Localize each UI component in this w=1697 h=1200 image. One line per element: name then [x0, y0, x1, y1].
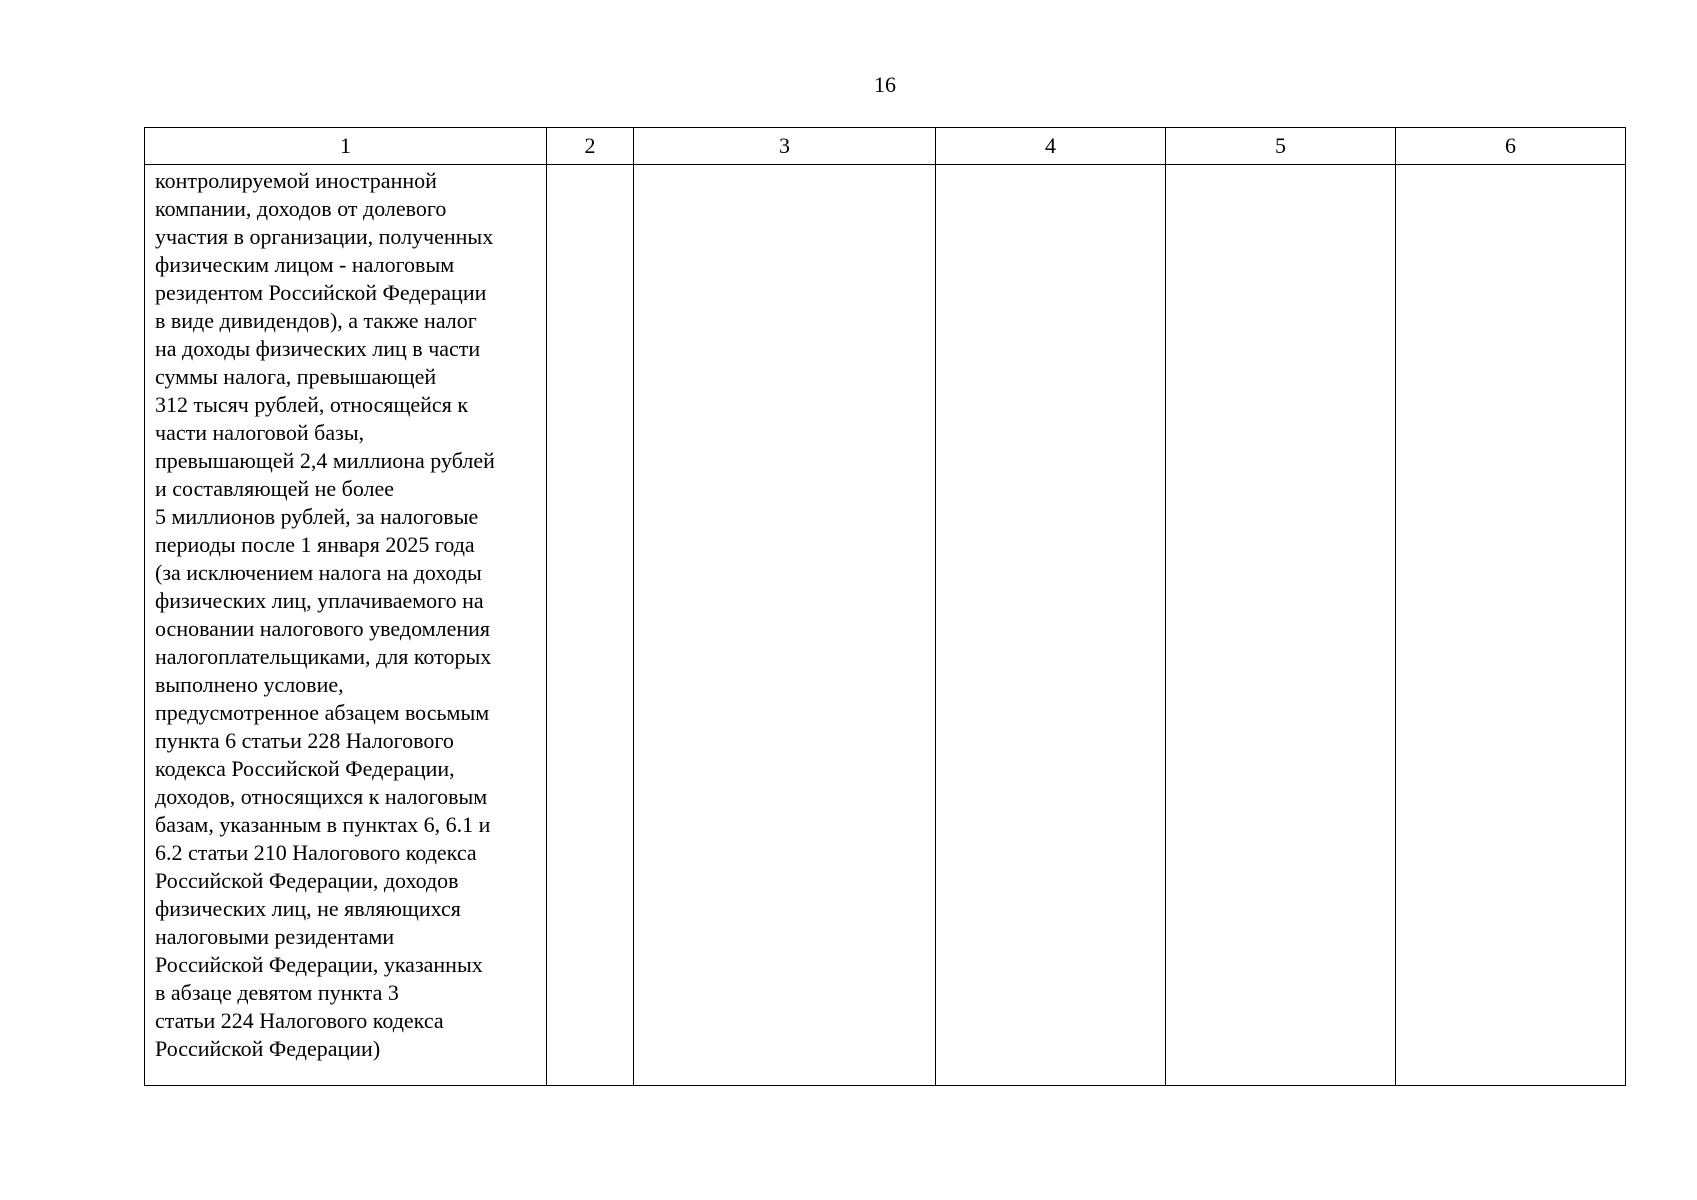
table-header-row — [145, 128, 1626, 165]
column-header-2: 2 — [547, 128, 634, 165]
column-header-4: 4 — [936, 128, 1166, 165]
page-number: 16 — [874, 72, 896, 97]
table-cell-col4 — [936, 165, 1166, 1086]
table-cell-col3 — [634, 165, 936, 1086]
column-header-6: 6 — [1396, 128, 1626, 165]
table-cell-col1 — [145, 165, 547, 1086]
document-table — [144, 127, 1626, 1086]
column-header-3: 3 — [634, 128, 936, 165]
table-cell-col6 — [1396, 165, 1626, 1086]
table-cell-col2 — [547, 165, 634, 1086]
table-cell-col5 — [1166, 165, 1396, 1086]
column-header-5: 5 — [1166, 128, 1396, 165]
table-row — [145, 165, 1626, 1086]
income-tax-description: контролируемой иностранной компании, доходов от долевого участия в организации, полученных физическим лицом - налоговым резидентом Российской Федерации в виде дивидендов), а также налог на доходы физических лиц в части суммы налога, превышающей 312 тысяч рублей, относящейся к части налоговой базы, превышающей 2,4 миллиона рублей и составляющей не более 5 миллионов рублей, за налоговые периоды после 1 января 2025 года (за исключением налога на доходы физических лиц, уплачиваемого на основании налогового уведомления налогоплательщиками, для которых выполнено условие, предусмотренное абзацем восьмым пункта 6 статьи 228 Налогового кодекса Российской Федерации, доходов, относящихся к налоговым базам, указанным в пунктах 6, 6.1 и 6.2 статьи 210 Налогового кодекса Российской Федерации, доходов физических лиц, не являющихся налоговыми резидентами Российской Федерации, указанных в абзаце девятом пункта 3 статьи 224 Налогового кодекса Российской Федерации) — [155, 168, 495, 1061]
column-header-1: 1 — [145, 128, 547, 165]
